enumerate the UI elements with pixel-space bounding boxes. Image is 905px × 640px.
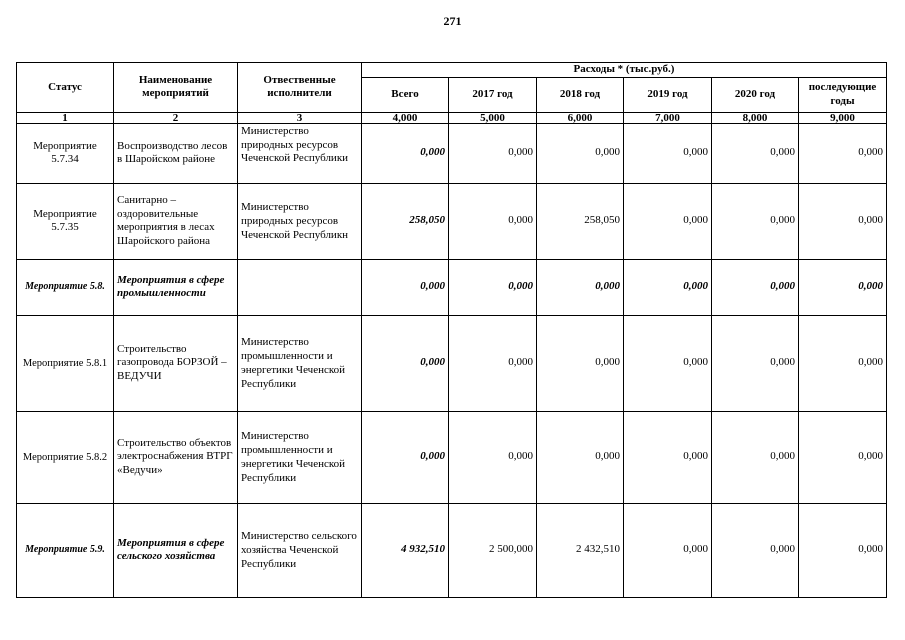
header-total: Всего	[362, 77, 449, 112]
column-number: 8,000	[712, 112, 799, 123]
table-row	[17, 183, 887, 259]
row-2020: 0,000	[712, 259, 799, 315]
column-number: 6,000	[537, 112, 624, 123]
row-total: 0,000	[362, 411, 449, 503]
row-total: 0,000	[362, 315, 449, 411]
row-2019: 0,000	[624, 411, 712, 503]
header-expenses: Расходы * (тыс.руб.)	[362, 63, 887, 78]
row-name: Санитарно – оздоровительные мероприятия в лесах Шаройского района	[114, 183, 238, 259]
header-executors: Отвественные исполнители	[238, 63, 362, 113]
row-2017: 0,000	[449, 183, 537, 259]
header-status: Статус	[17, 63, 114, 113]
column-number: 4,000	[362, 112, 449, 123]
row-2018: 2 432,510	[537, 503, 624, 597]
row-executor: Министерство природных ресурсов Чеченской Республики	[238, 123, 362, 183]
header-2019: 2019 год	[624, 77, 712, 112]
header-later	[799, 77, 887, 112]
row-status: Мероприятие 5.7.34	[17, 123, 114, 183]
header-2018: 2018 год	[537, 77, 624, 112]
row-name: Мероприятия в сфере сельского хозяйства	[114, 503, 238, 597]
row-2020: 0,000	[712, 123, 799, 183]
row-2020: 0,000	[712, 503, 799, 597]
row-total: 0,000	[362, 259, 449, 315]
page-number: 271	[443, 14, 462, 28]
row-later: 0,000	[799, 183, 887, 259]
row-status: Мероприятие 5.8.2	[17, 411, 114, 503]
row-executor: Министерство сельского хозяйства Чеченской Республики	[238, 503, 362, 597]
row-status: Мероприятие 5.7.35	[17, 183, 114, 259]
row-2019: 0,000	[624, 183, 712, 259]
table-row	[17, 123, 887, 183]
column-number: 3	[238, 112, 362, 123]
row-later: 0,000	[799, 503, 887, 597]
row-total: 4 932,510	[362, 503, 449, 597]
row-2017: 0,000	[449, 259, 537, 315]
header-row-top	[17, 63, 887, 78]
row-name: Воспроизводство лесов в Шаройском районе	[114, 123, 238, 183]
column-number-row	[17, 112, 887, 123]
header-name: Наименование мероприятий	[114, 63, 238, 113]
row-2020: 0,000	[712, 411, 799, 503]
row-2018: 0,000	[537, 411, 624, 503]
row-status: Мероприятие 5.8.	[17, 259, 114, 315]
row-2020: 0,000	[712, 315, 799, 411]
row-executor: Министерство природных ресурсов Чеченской Республикн	[238, 183, 362, 259]
row-status: Мероприятие 5.9.	[17, 503, 114, 597]
row-executor: Министерство промышленности и энергетики Чеченской Республики	[238, 315, 362, 411]
row-name: Строительство объектов электроснабжения ВТРГ «Ведучи»	[114, 411, 238, 503]
column-number: 7,000	[624, 112, 712, 123]
expenses-table	[16, 62, 887, 598]
header-2020: 2020 год	[712, 77, 799, 112]
row-2018: 0,000	[537, 259, 624, 315]
row-later: 0,000	[799, 315, 887, 411]
column-number: 5,000	[449, 112, 537, 123]
row-later: 0,000	[799, 259, 887, 315]
column-number: 1	[17, 112, 114, 123]
column-number: 2	[114, 112, 238, 123]
row-2020: 0,000	[712, 183, 799, 259]
row-name: Мероприятия в сфере промышленности	[114, 259, 238, 315]
table-row	[17, 315, 887, 411]
header-2017: 2017 год	[449, 77, 537, 112]
column-number: 9,000	[799, 112, 887, 123]
header-later-text: последующие годы	[808, 80, 877, 107]
row-2017: 0,000	[449, 123, 537, 183]
row-2018: 258,050	[537, 183, 624, 259]
row-2018: 0,000	[537, 315, 624, 411]
table-row	[17, 259, 887, 315]
table-row	[17, 503, 887, 597]
row-name: Строительство газопровода БОРЗОЙ – ВЕДУЧИ	[114, 315, 238, 411]
row-2019: 0,000	[624, 123, 712, 183]
row-2017: 0,000	[449, 411, 537, 503]
row-status: Мероприятие 5.8.1	[17, 315, 114, 411]
row-executor: Министерство промышленности и энергетики Чеченской Республики	[238, 411, 362, 503]
row-executor	[238, 259, 362, 315]
row-2019: 0,000	[624, 315, 712, 411]
row-2017: 0,000	[449, 315, 537, 411]
row-2017: 2 500,000	[449, 503, 537, 597]
row-total: 0,000	[362, 123, 449, 183]
row-2019: 0,000	[624, 259, 712, 315]
table-row	[17, 411, 887, 503]
row-later: 0,000	[799, 123, 887, 183]
row-2019: 0,000	[624, 503, 712, 597]
row-total: 258,050	[362, 183, 449, 259]
row-later: 0,000	[799, 411, 887, 503]
row-2018: 0,000	[537, 123, 624, 183]
